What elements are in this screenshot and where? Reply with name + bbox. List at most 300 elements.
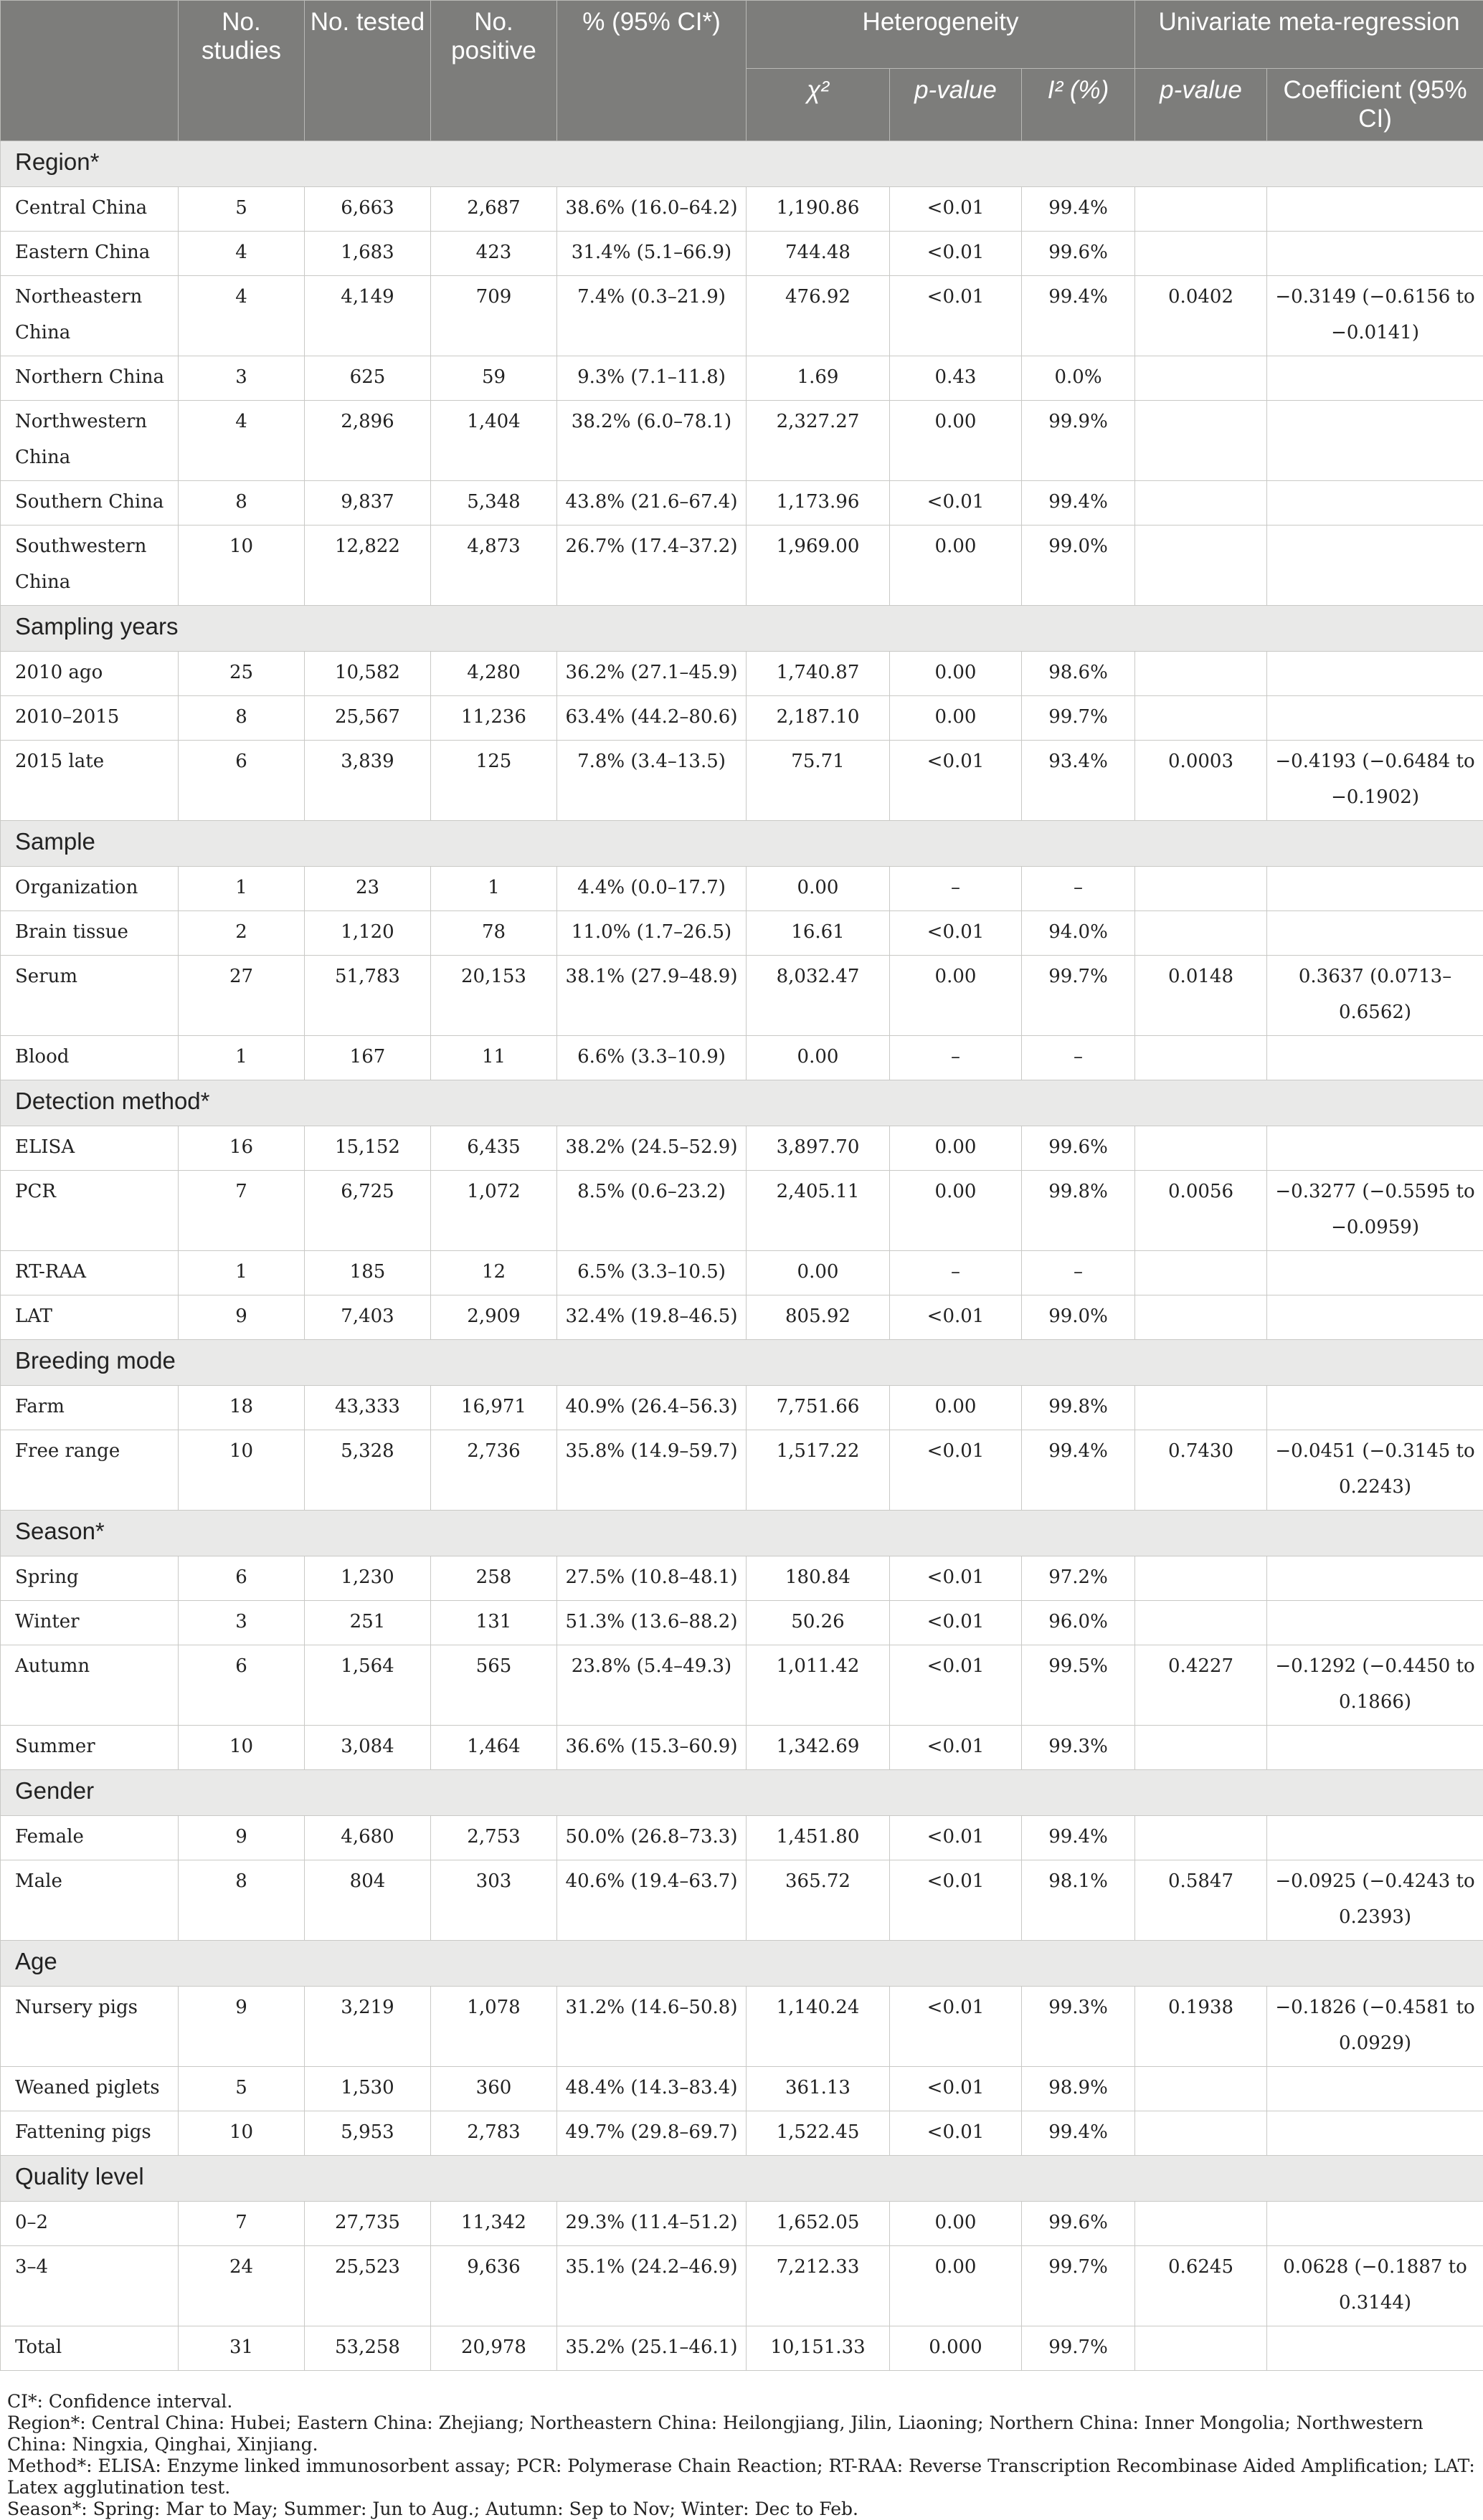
tested-count: 7,403 [305, 1295, 431, 1340]
tested-count: 15,152 [305, 1126, 431, 1171]
studies-count: 10 [179, 526, 305, 606]
chi2-value: 744.48 [747, 232, 890, 276]
p-value: <0.01 [890, 481, 1022, 526]
meta-p-value: 0.6245 [1135, 2246, 1267, 2326]
chi2-value: 3,897.70 [747, 1126, 890, 1171]
positive-count: 12 [431, 1251, 557, 1295]
table-row [1, 2246, 1483, 2326]
i2-value: 99.6% [1022, 232, 1135, 276]
row-label: Female [1, 1816, 179, 1860]
table-row [1, 187, 1483, 232]
i2-value: 99.7% [1022, 2246, 1135, 2326]
table-row [1, 652, 1483, 696]
chi2-value: 805.92 [747, 1295, 890, 1340]
meta-p-value [1135, 356, 1267, 401]
header-tested: No. tested [305, 1, 431, 141]
percent-ci: 11.0% (1.7–26.5) [557, 911, 747, 956]
chi2-value: 2,405.11 [747, 1171, 890, 1251]
row-label: Southwestern China [1, 526, 179, 606]
coefficient: −0.0925 (−0.4243 to 0.2393) [1267, 1860, 1483, 1941]
chi2-value: 0.00 [747, 1251, 890, 1295]
studies-count: 10 [179, 1430, 305, 1511]
header-heterogeneity: Heterogeneity [747, 1, 1135, 69]
positive-count: 16,971 [431, 1386, 557, 1430]
row-label: Summer [1, 1726, 179, 1770]
table-row [1, 911, 1483, 956]
chi2-value: 1,517.22 [747, 1430, 890, 1511]
i2-value: – [1022, 1251, 1135, 1295]
percent-ci: 27.5% (10.8–48.1) [557, 1556, 747, 1601]
tested-count: 6,663 [305, 187, 431, 232]
table-row [1, 956, 1483, 1036]
i2-value: 99.7% [1022, 956, 1135, 1036]
positive-count: 565 [431, 1645, 557, 1726]
studies-count: 10 [179, 1726, 305, 1770]
footnotes [0, 2391, 1483, 2520]
tested-count: 12,822 [305, 526, 431, 606]
coefficient: −0.3149 (−0.6156 to −0.0141) [1267, 276, 1483, 356]
percent-ci: 43.8% (21.6–67.4) [557, 481, 747, 526]
table-row [1, 356, 1483, 401]
group-header-row [1, 1511, 1483, 1556]
positive-count: 1,404 [431, 401, 557, 481]
studies-count: 7 [179, 2202, 305, 2246]
row-label: Northern China [1, 356, 179, 401]
header-chi2: χ² [747, 69, 890, 141]
coefficient [1267, 911, 1483, 956]
table-row [1, 1251, 1483, 1295]
table-row [1, 232, 1483, 276]
row-label: 3–4 [1, 2246, 179, 2326]
coefficient [1267, 526, 1483, 606]
percent-ci: 40.9% (26.4–56.3) [557, 1386, 747, 1430]
coefficient [1267, 1556, 1483, 1601]
header-studies: No. studies [179, 1, 305, 141]
table-row [1, 526, 1483, 606]
group-title: Season* [1, 1511, 1483, 1556]
group-title: Sample [1, 821, 1483, 867]
meta-p-value [1135, 401, 1267, 481]
coefficient [1267, 1386, 1483, 1430]
p-value: – [890, 867, 1022, 911]
group-header-row [1, 1340, 1483, 1386]
positive-count: 1,072 [431, 1171, 557, 1251]
positive-count: 360 [431, 2067, 557, 2111]
group-header-row [1, 1080, 1483, 1126]
row-label: 2015 late [1, 741, 179, 821]
coefficient [1267, 652, 1483, 696]
percent-ci: 6.6% (3.3–10.9) [557, 1036, 747, 1080]
table-row [1, 2111, 1483, 2156]
tested-count: 9,837 [305, 481, 431, 526]
row-label: Spring [1, 1556, 179, 1601]
i2-value: 99.3% [1022, 1987, 1135, 2067]
positive-count: 709 [431, 276, 557, 356]
percent-ci: 4.4% (0.0–17.7) [557, 867, 747, 911]
percent-ci: 51.3% (13.6–88.2) [557, 1601, 747, 1645]
meta-p-value [1135, 1726, 1267, 1770]
p-value: <0.01 [890, 741, 1022, 821]
positive-count: 4,280 [431, 652, 557, 696]
group-title: Quality level [1, 2156, 1483, 2202]
table-row [1, 1386, 1483, 1430]
coefficient: −0.1826 (−0.4581 to 0.0929) [1267, 1987, 1483, 2067]
i2-value: – [1022, 867, 1135, 911]
p-value: <0.01 [890, 1601, 1022, 1645]
percent-ci: 31.2% (14.6–50.8) [557, 1987, 747, 2067]
meta-p-value: 0.0148 [1135, 956, 1267, 1036]
meta-p-value: 0.7430 [1135, 1430, 1267, 1511]
studies-count: 4 [179, 401, 305, 481]
positive-count: 2,687 [431, 187, 557, 232]
chi2-value: 7,212.33 [747, 2246, 890, 2326]
positive-count: 131 [431, 1601, 557, 1645]
positive-count: 4,873 [431, 526, 557, 606]
positive-count: 6,435 [431, 1126, 557, 1171]
studies-count: 27 [179, 956, 305, 1036]
tested-count: 625 [305, 356, 431, 401]
i2-value: 96.0% [1022, 1601, 1135, 1645]
percent-ci: 7.4% (0.3–21.9) [557, 276, 747, 356]
table-row [1, 1601, 1483, 1645]
footnote: CI*: Confidence interval. [7, 2391, 1483, 2412]
tested-count: 804 [305, 1860, 431, 1941]
studies-count: 8 [179, 1860, 305, 1941]
i2-value: 99.6% [1022, 2202, 1135, 2246]
meta-p-value [1135, 2202, 1267, 2246]
p-value: <0.01 [890, 911, 1022, 956]
coefficient: −0.3277 (−0.5595 to −0.0959) [1267, 1171, 1483, 1251]
chi2-value: 75.71 [747, 741, 890, 821]
p-value: <0.01 [890, 1295, 1022, 1340]
chi2-value: 361.13 [747, 2067, 890, 2111]
p-value: <0.01 [890, 232, 1022, 276]
positive-count: 1,078 [431, 1987, 557, 2067]
coefficient [1267, 1816, 1483, 1860]
table-row [1, 696, 1483, 741]
footnote: Method*: ELISA: Enzyme linked immunosorbent assay; PCR: Polymerase Chain Reaction; RT-RAA: Reverse Transcription Recombinase Aided Amplification; LAT: Latex agglutination test. [7, 2455, 1483, 2498]
row-label: Serum [1, 956, 179, 1036]
meta-p-value: 0.0402 [1135, 276, 1267, 356]
i2-value: – [1022, 1036, 1135, 1080]
group-header-row [1, 821, 1483, 867]
percent-ci: 49.7% (29.8–69.7) [557, 2111, 747, 2156]
tested-count: 1,683 [305, 232, 431, 276]
row-label: Free range [1, 1430, 179, 1511]
chi2-value: 8,032.47 [747, 956, 890, 1036]
percent-ci: 38.1% (27.9–48.9) [557, 956, 747, 1036]
table-row [1, 2202, 1483, 2246]
row-label: Autumn [1, 1645, 179, 1726]
group-header-row [1, 141, 1483, 187]
table-row [1, 1816, 1483, 1860]
row-label: Northeastern China [1, 276, 179, 356]
studies-count: 8 [179, 696, 305, 741]
percent-ci: 38.2% (6.0–78.1) [557, 401, 747, 481]
tested-count: 6,725 [305, 1171, 431, 1251]
row-label: Central China [1, 187, 179, 232]
meta-p-value [1135, 911, 1267, 956]
p-value: – [890, 1036, 1022, 1080]
positive-count: 125 [431, 741, 557, 821]
chi2-value: 1,342.69 [747, 1726, 890, 1770]
chi2-value: 365.72 [747, 1860, 890, 1941]
group-header-row [1, 606, 1483, 652]
header-pvalue: p-value [890, 69, 1022, 141]
positive-count: 59 [431, 356, 557, 401]
group-header-row [1, 1770, 1483, 1816]
p-value: 0.00 [890, 696, 1022, 741]
row-label: Fattening pigs [1, 2111, 179, 2156]
tested-count: 167 [305, 1036, 431, 1080]
table-row [1, 1860, 1483, 1941]
coefficient [1267, 1126, 1483, 1171]
meta-p-value [1135, 2111, 1267, 2156]
chi2-value: 1.69 [747, 356, 890, 401]
chi2-value: 50.26 [747, 1601, 890, 1645]
chi2-value: 1,652.05 [747, 2202, 890, 2246]
header-meta-pvalue: p-value [1135, 69, 1267, 141]
meta-p-value: 0.1938 [1135, 1987, 1267, 2067]
i2-value: 99.4% [1022, 481, 1135, 526]
positive-count: 9,636 [431, 2246, 557, 2326]
table-row [1, 401, 1483, 481]
tested-count: 4,149 [305, 276, 431, 356]
table-row [1, 1430, 1483, 1511]
studies-count: 6 [179, 1645, 305, 1726]
positive-count: 5,348 [431, 481, 557, 526]
p-value: <0.01 [890, 2111, 1022, 2156]
row-label: PCR [1, 1171, 179, 1251]
row-label: Brain tissue [1, 911, 179, 956]
percent-ci: 7.8% (3.4–13.5) [557, 741, 747, 821]
i2-value: 99.0% [1022, 526, 1135, 606]
coefficient [1267, 2326, 1483, 2371]
percent-ci: 23.8% (5.4–49.3) [557, 1645, 747, 1726]
p-value: <0.01 [890, 1430, 1022, 1511]
tested-count: 51,783 [305, 956, 431, 1036]
coefficient: 0.3637 (0.0713–0.6562) [1267, 956, 1483, 1036]
meta-p-value [1135, 526, 1267, 606]
chi2-value: 2,187.10 [747, 696, 890, 741]
p-value: <0.01 [890, 1860, 1022, 1941]
tested-count: 3,219 [305, 1987, 431, 2067]
p-value: <0.01 [890, 2067, 1022, 2111]
p-value: 0.00 [890, 1126, 1022, 1171]
coefficient [1267, 1036, 1483, 1080]
i2-value: 99.7% [1022, 2326, 1135, 2371]
tested-count: 251 [305, 1601, 431, 1645]
positive-count: 2,909 [431, 1295, 557, 1340]
chi2-value: 1,969.00 [747, 526, 890, 606]
coefficient [1267, 187, 1483, 232]
row-label: Organization [1, 867, 179, 911]
i2-value: 99.4% [1022, 1816, 1135, 1860]
row-label: Weaned piglets [1, 2067, 179, 2111]
chi2-value: 10,151.33 [747, 2326, 890, 2371]
group-header-row [1, 1941, 1483, 1987]
p-value: – [890, 1251, 1022, 1295]
tested-count: 2,896 [305, 401, 431, 481]
positive-count: 1 [431, 867, 557, 911]
group-title: Region* [1, 141, 1483, 187]
percent-ci: 38.2% (24.5–52.9) [557, 1126, 747, 1171]
p-value: <0.01 [890, 187, 1022, 232]
group-title: Gender [1, 1770, 1483, 1816]
row-label: LAT [1, 1295, 179, 1340]
coefficient [1267, 2202, 1483, 2246]
group-header-row [1, 2156, 1483, 2202]
coefficient [1267, 1295, 1483, 1340]
table-row [1, 1126, 1483, 1171]
chi2-value: 1,190.86 [747, 187, 890, 232]
studies-count: 3 [179, 1601, 305, 1645]
tested-count: 1,530 [305, 2067, 431, 2111]
meta-p-value [1135, 1126, 1267, 1171]
positive-count: 423 [431, 232, 557, 276]
row-label: Northwestern China [1, 401, 179, 481]
percent-ci: 40.6% (19.4–63.7) [557, 1860, 747, 1941]
chi2-value: 476.92 [747, 276, 890, 356]
percent-ci: 50.0% (26.8–73.3) [557, 1816, 747, 1860]
positive-count: 78 [431, 911, 557, 956]
header-label [1, 1, 179, 141]
p-value: 0.00 [890, 1171, 1022, 1251]
meta-p-value [1135, 2067, 1267, 2111]
row-label: Blood [1, 1036, 179, 1080]
i2-value: 99.3% [1022, 1726, 1135, 1770]
table-row [1, 741, 1483, 821]
header-i2: I² (%) [1022, 69, 1135, 141]
percent-ci: 31.4% (5.1–66.9) [557, 232, 747, 276]
tested-count: 4,680 [305, 1816, 431, 1860]
group-title: Age [1, 1941, 1483, 1987]
footnote: Season*: Spring: Mar to May; Summer: Jun to Aug.; Autumn: Sep to Nov; Winter: Dec to Feb. [7, 2498, 1483, 2520]
row-label: 2010–2015 [1, 696, 179, 741]
meta-p-value [1135, 232, 1267, 276]
header-coefficient: Coefficient (95% CI) [1267, 69, 1483, 141]
i2-value: 99.7% [1022, 696, 1135, 741]
studies-count: 24 [179, 2246, 305, 2326]
row-label: Farm [1, 1386, 179, 1430]
studies-count: 4 [179, 232, 305, 276]
tested-count: 23 [305, 867, 431, 911]
p-value: 0.00 [890, 1386, 1022, 1430]
table-row [1, 2326, 1483, 2371]
coefficient [1267, 232, 1483, 276]
meta-p-value [1135, 2326, 1267, 2371]
p-value: 0.00 [890, 526, 1022, 606]
p-value: 0.000 [890, 2326, 1022, 2371]
positive-count: 11,342 [431, 2202, 557, 2246]
row-label: 2010 ago [1, 652, 179, 696]
studies-count: 18 [179, 1386, 305, 1430]
percent-ci: 36.2% (27.1–45.9) [557, 652, 747, 696]
row-label: Nursery pigs [1, 1987, 179, 2067]
studies-count: 9 [179, 1295, 305, 1340]
percent-ci: 8.5% (0.6–23.2) [557, 1171, 747, 1251]
tested-count: 25,567 [305, 696, 431, 741]
meta-p-value [1135, 867, 1267, 911]
percent-ci: 26.7% (17.4–37.2) [557, 526, 747, 606]
tested-count: 43,333 [305, 1386, 431, 1430]
studies-count: 9 [179, 1816, 305, 1860]
row-label: Eastern China [1, 232, 179, 276]
meta-p-value: 0.4227 [1135, 1645, 1267, 1726]
table-header [1, 1, 1483, 141]
coefficient [1267, 867, 1483, 911]
i2-value: 99.8% [1022, 1386, 1135, 1430]
chi2-value: 7,751.66 [747, 1386, 890, 1430]
positive-count: 2,736 [431, 1430, 557, 1511]
studies-count: 5 [179, 187, 305, 232]
coefficient [1267, 1601, 1483, 1645]
chi2-value: 1,522.45 [747, 2111, 890, 2156]
positive-count: 2,783 [431, 2111, 557, 2156]
table-row [1, 1036, 1483, 1080]
chi2-value: 2,327.27 [747, 401, 890, 481]
header-positive: No. positive [431, 1, 557, 141]
positive-count: 258 [431, 1556, 557, 1601]
studies-count: 5 [179, 2067, 305, 2111]
chi2-value: 1,451.80 [747, 1816, 890, 1860]
meta-p-value: 0.0056 [1135, 1171, 1267, 1251]
meta-p-value [1135, 1601, 1267, 1645]
i2-value: 99.4% [1022, 187, 1135, 232]
percent-ci: 35.1% (24.2–46.9) [557, 2246, 747, 2326]
meta-p-value [1135, 481, 1267, 526]
meta-p-value [1135, 696, 1267, 741]
studies-count: 4 [179, 276, 305, 356]
meta-p-value [1135, 1295, 1267, 1340]
table-row [1, 1726, 1483, 1770]
chi2-value: 16.61 [747, 911, 890, 956]
i2-value: 0.0% [1022, 356, 1135, 401]
studies-count: 10 [179, 2111, 305, 2156]
chi2-value: 1,011.42 [747, 1645, 890, 1726]
group-title: Detection method* [1, 1080, 1483, 1126]
table-row [1, 1171, 1483, 1251]
meta-p-value: 0.5847 [1135, 1860, 1267, 1941]
footnote: Region*: Central China: Hubei; Eastern China: Zhejiang; Northeastern China: Heilongjiang, Jilin, Liaoning; Northern China: Inner Mongolia; Northwestern China: Ningxia, Qinghai, Xinjiang. [7, 2412, 1483, 2455]
coefficient: −0.4193 (−0.6484 to −0.1902) [1267, 741, 1483, 821]
p-value: <0.01 [890, 276, 1022, 356]
i2-value: 98.6% [1022, 652, 1135, 696]
i2-value: 99.9% [1022, 401, 1135, 481]
meta-p-value [1135, 652, 1267, 696]
row-label: ELISA [1, 1126, 179, 1171]
meta-p-value [1135, 187, 1267, 232]
percent-ci: 29.3% (11.4–51.2) [557, 2202, 747, 2246]
p-value: <0.01 [890, 1556, 1022, 1601]
coefficient [1267, 2111, 1483, 2156]
studies-count: 25 [179, 652, 305, 696]
studies-count: 8 [179, 481, 305, 526]
positive-count: 20,978 [431, 2326, 557, 2371]
i2-value: 99.8% [1022, 1171, 1135, 1251]
i2-value: 99.4% [1022, 2111, 1135, 2156]
coefficient [1267, 356, 1483, 401]
coefficient: −0.0451 (−0.3145 to 0.2243) [1267, 1430, 1483, 1511]
p-value: <0.01 [890, 1726, 1022, 1770]
chi2-value: 0.00 [747, 867, 890, 911]
tested-count: 3,839 [305, 741, 431, 821]
studies-count: 16 [179, 1126, 305, 1171]
percent-ci: 36.6% (15.3–60.9) [557, 1726, 747, 1770]
studies-count: 6 [179, 1556, 305, 1601]
tested-count: 5,953 [305, 2111, 431, 2156]
positive-count: 1,464 [431, 1726, 557, 1770]
